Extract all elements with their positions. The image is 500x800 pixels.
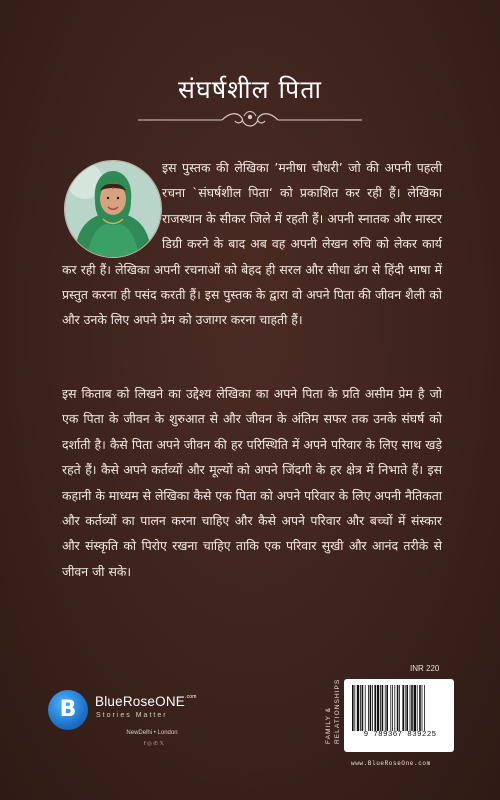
publisher-name-main: BlueRose xyxy=(95,694,156,709)
barcode-bar xyxy=(417,685,418,731)
barcode-bar xyxy=(405,685,406,731)
barcode-bar xyxy=(392,685,393,731)
barcode-bar xyxy=(406,685,408,731)
barcode-bar xyxy=(370,685,372,731)
barcode-bar xyxy=(380,685,381,731)
barcode-bar xyxy=(354,685,355,731)
barcode-bar xyxy=(372,685,373,731)
publisher-social-icons: f ◎ ✆ 𝕏 xyxy=(144,741,164,747)
barcode-bar xyxy=(360,685,361,731)
publisher-name xyxy=(95,694,197,709)
barcode-bar xyxy=(411,685,413,731)
category-line-2: RELATIONSHIPS xyxy=(334,678,341,744)
barcode-bar xyxy=(419,685,421,731)
barcode-bar xyxy=(352,685,354,731)
barcode-bar xyxy=(365,685,366,731)
publisher-name-bold: ONE xyxy=(155,694,185,709)
publisher-logo-icon xyxy=(48,690,88,730)
isbn-barcode xyxy=(344,679,454,752)
barcode-bar xyxy=(362,685,364,731)
barcode-bar xyxy=(414,685,416,731)
category-line-1: FAMILY & xyxy=(325,706,332,744)
publisher-cities: NewDelhi • London xyxy=(126,730,178,736)
barcode-bars xyxy=(351,685,447,731)
ornament-divider xyxy=(138,108,362,132)
publisher-name-sup: .com xyxy=(185,694,197,700)
barcode-bar xyxy=(382,685,384,731)
barcode-bar xyxy=(377,685,379,731)
barcode-bar xyxy=(402,685,404,731)
barcode-bar xyxy=(368,685,369,731)
category-text xyxy=(324,679,342,744)
barcode-bar xyxy=(385,685,386,731)
barcode-bar xyxy=(410,685,411,731)
barcode-bar xyxy=(357,685,359,731)
barcode-bar xyxy=(397,685,399,731)
barcode-bar xyxy=(399,685,400,731)
publisher-logo xyxy=(48,690,228,750)
price-label: INR 220 xyxy=(410,664,440,673)
author-bio xyxy=(62,155,442,333)
barcode-bar xyxy=(374,685,376,731)
book-description: इस किताब को लिखने का उद्देश्य लेखिका का अपने पिता के प्रति असीम प्रेम है जो एक पिता के जीवन के शुरुआत से और जीवन के अंतिम सफर तक उनके संघर्ष को दर्शाती है। कैसे पिता अपने जीवन की हर परिस्थिति में अपने परिवार के लिए साथ खड़े रहते हैं। कैसे अपने कर्तव्यों और मूल्यों को अपने जिंदगी के हर क्षेत्र में निभाते हैं। इस कहानी के माध्यम से लेखिका कैसे एक पिता को अपने परिवार के लिए अपनी नैतिकता और कर्तव्यों का पालन करना चाहिए और कैसे अपने परिवार और बच्चों में संस्कार और संस्कृति को पिरोए रखना चाहिए ताकि एक परिवार सुखी और आनंद तरीके से जीवन जी सके। xyxy=(62,386,442,579)
photo-wrap-spacer xyxy=(62,155,162,255)
barcode-bar xyxy=(390,685,391,731)
barcode-bar xyxy=(394,685,395,731)
publisher-tagline: Stories Matter xyxy=(96,712,168,719)
publisher-logo-letter: B xyxy=(59,697,77,722)
barcode-bar xyxy=(422,685,423,731)
isbn-number: 9 789367 839225 xyxy=(363,731,437,739)
publisher-website: www.BlueRoseOne.com xyxy=(351,760,431,767)
barcode-bar xyxy=(386,685,388,731)
author-bio-text: इस पुस्तक की लेखिका ’मनीषा चौधरी’ जो की अपनी पहली रचना `संघर्षशील पिता‘ को प्रकाशित कर रही हैं। लेखिका राजस्थान के सीकर जिले में रहती हैं। अपनी स्नातक और मास्टर डिग्री करने के बाद अब वह अपनी लेखन रुचि को लेकर कार्य कर रही हैं। लेखिका अपनी रचनाओं को बेहद ही सरल और सीधा ढंग से हिंदी भाषा में प्रस्तुत करना ही पसंद करती हैं। इस पुस्तक के द्वारा वो अपने पिता की जीवन शैली को और उनके लिए अपने प्रेम को उजागर करना चाहती हैं। xyxy=(62,160,442,328)
barcode-bar xyxy=(424,685,425,731)
book-title: संघर्षशील पिता xyxy=(178,75,322,104)
